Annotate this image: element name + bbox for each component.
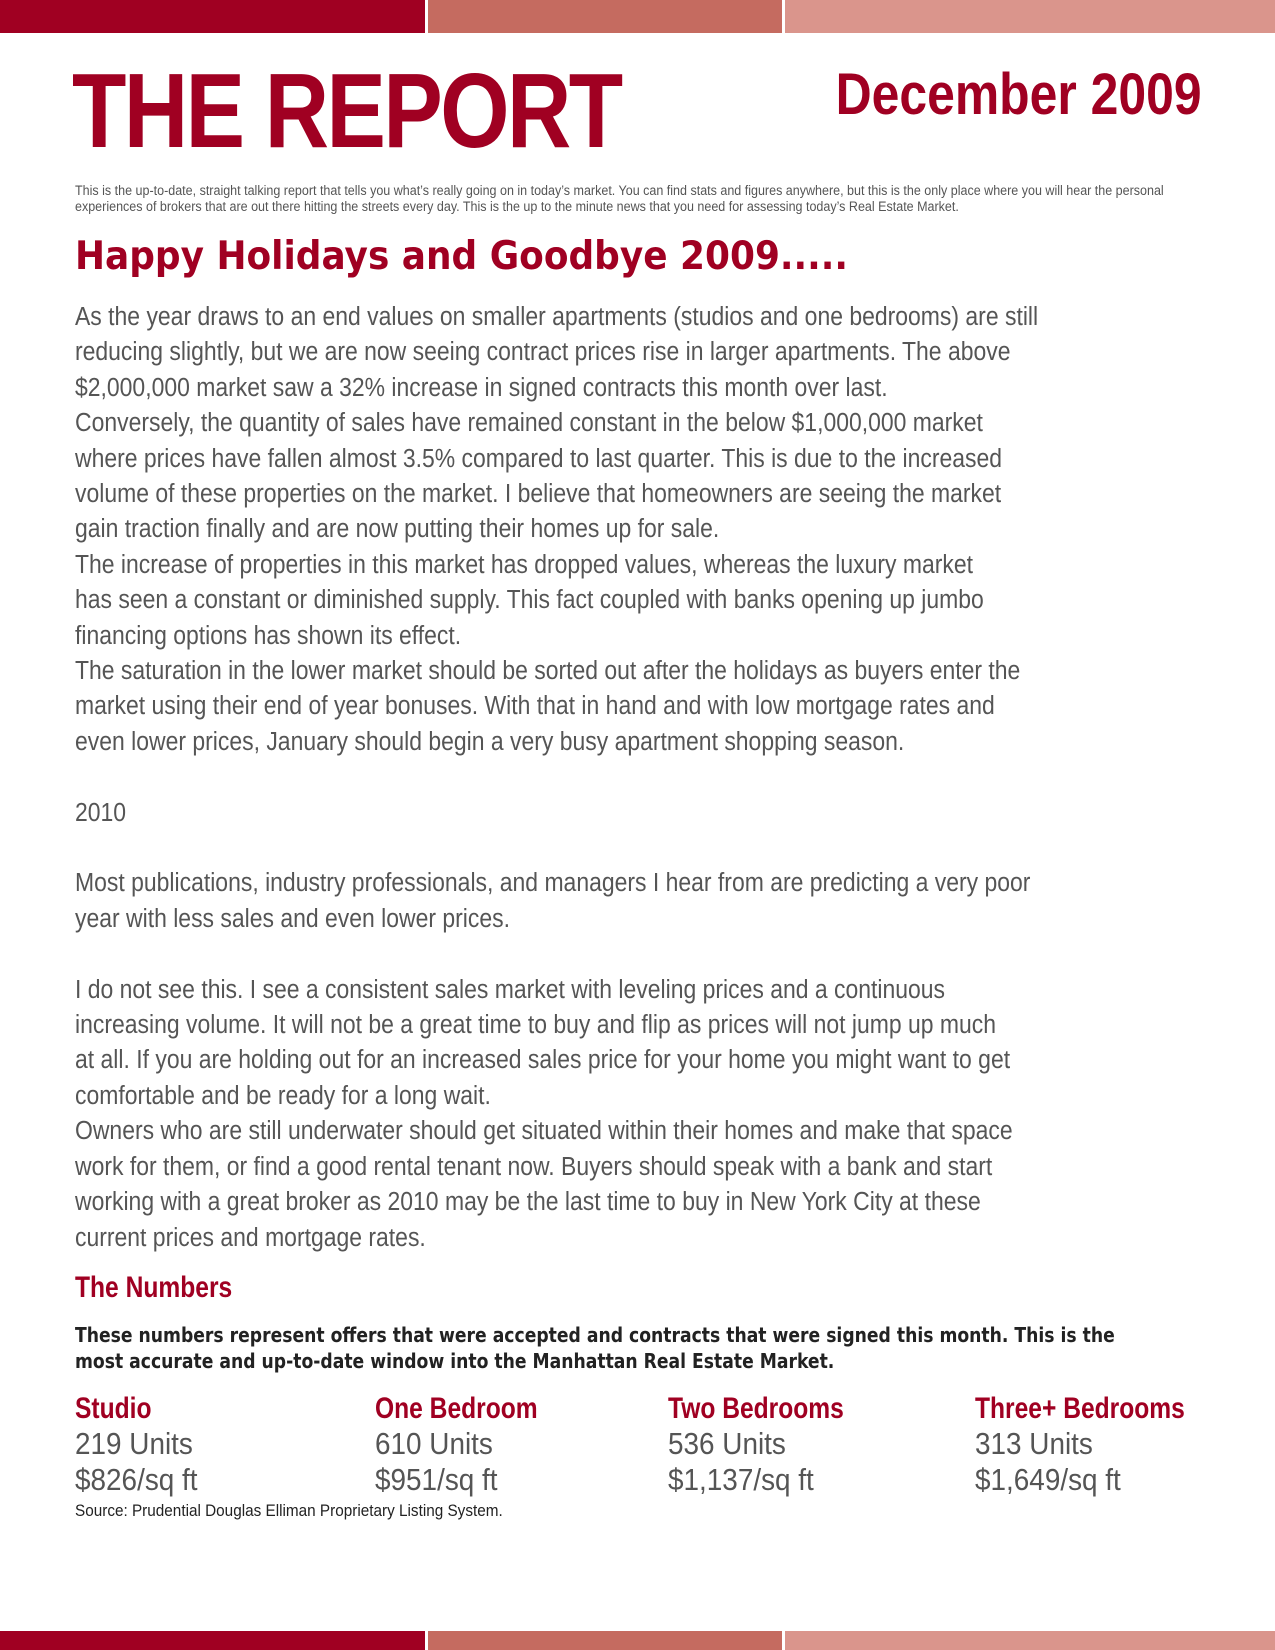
article-line: The saturation in the lower market should be sorted out after the holidays as buyers enter the [75,657,1021,686]
article-line: reducing slightly, but we are now seeing contract prices rise in larger apartments. The above [75,338,1011,367]
numbers-description-line: most accurate and up-to-date window into the Manhattan Real Estate Market. [75,1349,835,1373]
stat-price: $1,649/sq ft [975,1461,1121,1497]
article-line: gain traction finally and are now putting their homes up for sale. [75,515,720,544]
article-line: Owners who are still underwater should get situated within their homes and make that space [75,1117,1013,1146]
article-line: The increase of properties in this market has dropped values, whereas the luxury market [75,550,974,579]
paragraph-spacer [75,760,1092,795]
bar-segment-dark [0,0,425,33]
bottom-color-bar [0,1631,1275,1650]
stat-price: $826/sq ft [75,1461,198,1497]
article-line: Conversely, the quantity of sales have remained constant in the below $1,000,000 market [75,409,983,438]
bar-segment-dark [0,1631,425,1650]
report-date: December 2009 [835,62,1202,127]
article-line: at all. If you are holding out for an increased sales price for your home you might want to get [75,1046,1011,1075]
numbers-description-line: These numbers represent offers that were accepted and contracts that were signed this month. This is the [75,1323,1115,1347]
stat-price: $1,137/sq ft [668,1461,814,1497]
stat-units: 219 Units [75,1426,193,1461]
report-title: THE REPORT [72,52,621,170]
article-line: increasing volume. It will not be a great time to buy and flip as prices will not jump up much [75,1011,996,1040]
article-line: work for them, or find a good rental tenant now. Buyers should speak with a bank and start [75,1152,993,1181]
article-body [75,300,1205,1256]
stat-label: Three+ Bedrooms [975,1392,1185,1425]
article-line: working with a great broker as 2010 may be the last time to buy in New York City at these [75,1188,981,1217]
paragraph-spacer [75,831,1092,866]
intro-text: This is the up-to-date, straight talking report that tells you what’s really going on in today’s market. You can find stats and figures anywhere, but this is the only place where you will hear the personal experiences of brokers that are out there hitting the streets every day. This is the up to the minute news that you need for assessing today’s Real Estate Market. [75,183,1164,214]
article-line: Most publications, industry professionals, and managers I hear from are predicting a very poor [75,869,1031,898]
bar-segment-mid [428,1631,782,1650]
stat-price: $951/sq ft [375,1461,498,1497]
article-line: market using their end of year bonuses. With that in hand and with low mortgage rates and [75,692,995,721]
stat-three-plus-bedrooms [975,1392,1231,1497]
article-line: even lower prices, January should begin a very busy apartment shopping season. [75,727,905,756]
article-line: volume of these properties on the market. I believe that homeowners are seeing the market [75,480,1002,509]
top-color-bar [0,0,1275,33]
bar-segment-mid [428,0,782,33]
article-line: As the year draws to an end values on smaller apartments (studios and one bedrooms) are still [75,303,1039,331]
bar-segment-light [785,0,1275,33]
article-line: year with less sales and even lower prices. [75,904,510,933]
article-line: where prices have fallen almost 3.5% compared to last quarter. This is due to the increased [75,444,1002,473]
article-line: has seen a constant or diminished supply. This fact coupled with banks opening up jumbo [75,586,984,615]
stat-units: 313 Units [975,1426,1093,1461]
stat-two-bedrooms [668,1392,882,1497]
stat-one-bedroom [375,1392,573,1497]
source-note: Source: Prudential Douglas Elliman Proprietary Listing System. [75,1501,503,1520]
article-line: 2010 [75,798,127,827]
stat-label: One Bedroom [375,1392,538,1425]
stat-label: Two Bedrooms [668,1392,844,1425]
numbers-title: The Numbers [75,1271,233,1304]
article-line: current prices and mortgage rates. [75,1223,426,1252]
stat-units: 536 Units [668,1426,786,1461]
article-line: comfortable and be ready for a long wait. [75,1081,491,1110]
stat-label: Studio [75,1392,152,1425]
article-heading: Happy Holidays and Goodbye 2009..... [75,234,849,279]
article-line: I do not see this. I see a consistent sales market with leveling prices and a continuous [75,975,946,1004]
stat-units: 610 Units [375,1426,493,1461]
stat-studio [75,1392,211,1497]
article-line: financing options has shown its effect. [75,621,462,650]
article-line: $2,000,000 market saw a 32% increase in signed contracts this month over last. [75,373,888,402]
numbers-description [75,1322,1115,1374]
paragraph-spacer [75,937,1092,972]
bar-segment-light [785,1631,1275,1650]
